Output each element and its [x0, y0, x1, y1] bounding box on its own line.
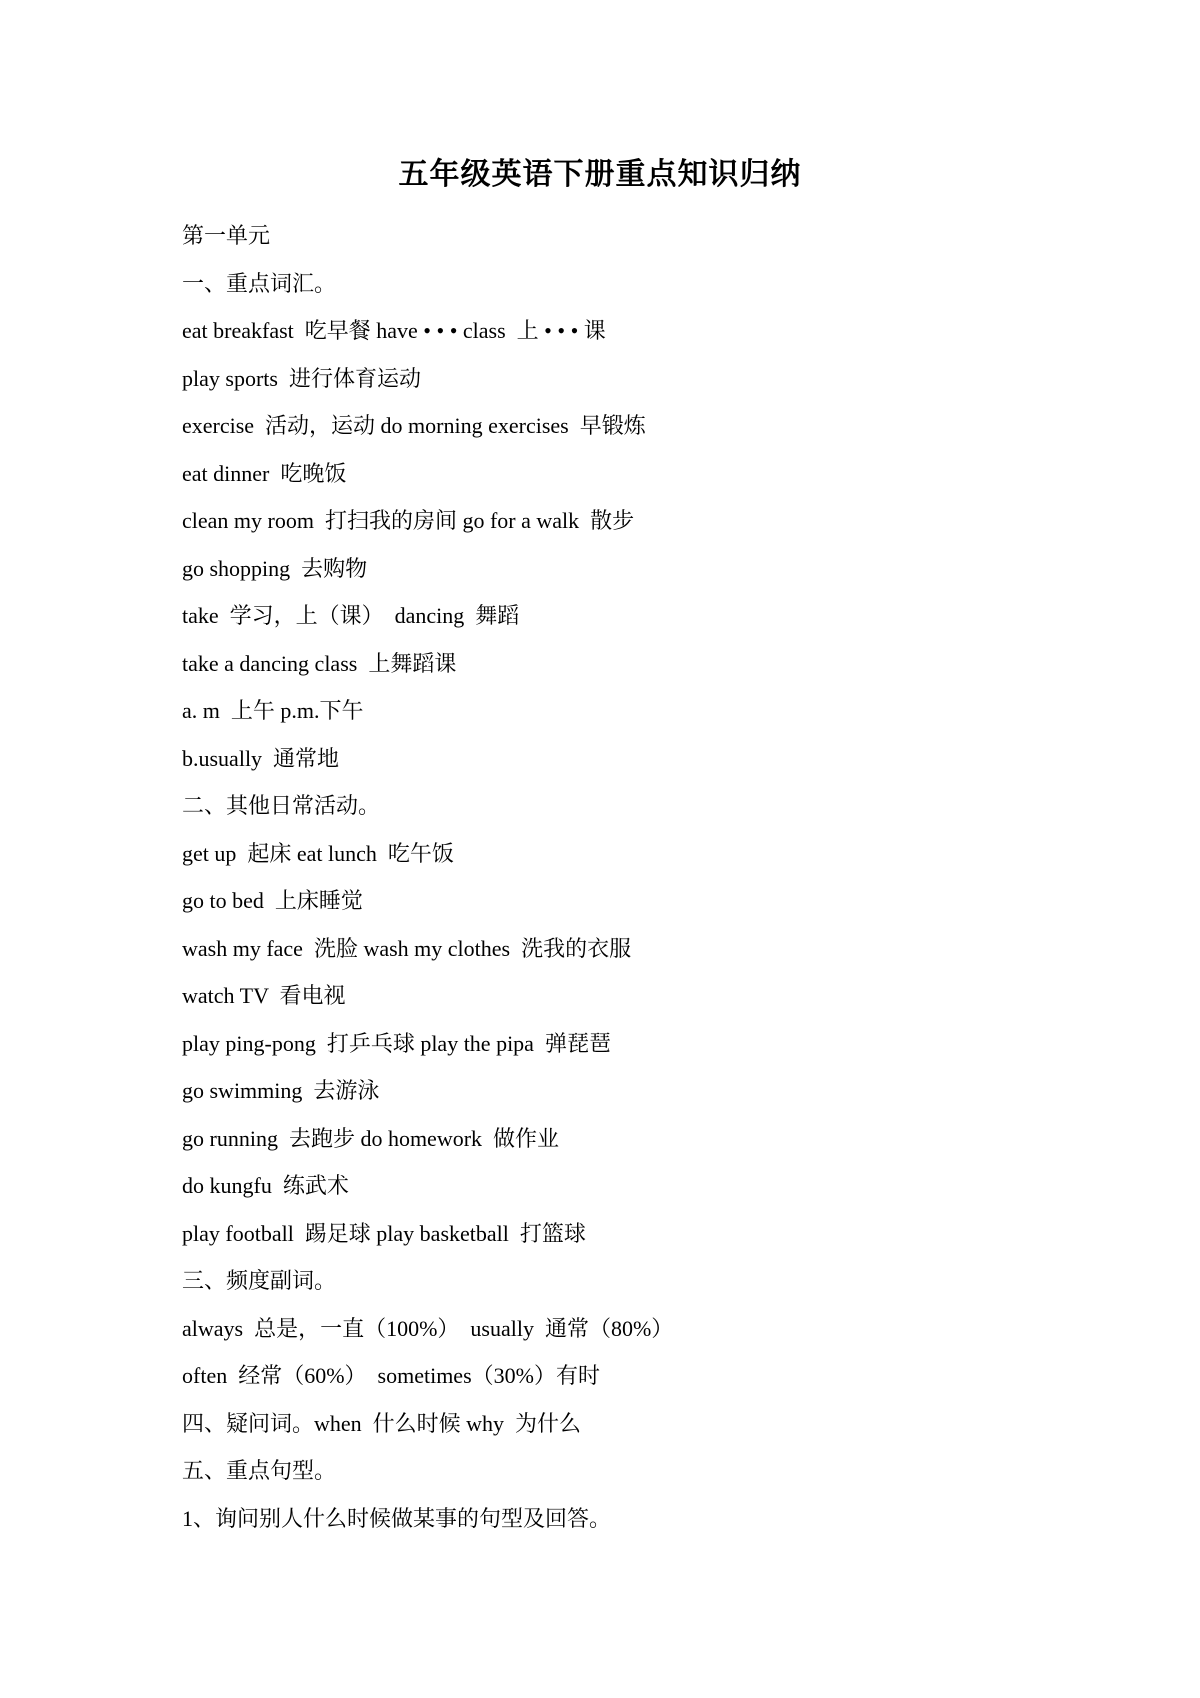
vocab-line: eat dinner 吃晚饭 — [182, 460, 347, 486]
vocab-line: get up 起床 eat lunch 吃午饭 — [182, 840, 454, 866]
vocab-line: go to bed 上床睡觉 — [182, 888, 363, 913]
subheading-question-words: 四、疑问词。when 什么时候 why 为什么 — [182, 1410, 582, 1436]
vocab-line: always 总是，一直（100%） usually 通常（80%） — [182, 1315, 674, 1341]
vocab-line: go shopping 去购物 — [182, 555, 368, 581]
vocab-line: exercise 活动，运动 do morning exercises 早锻炼 — [182, 413, 646, 438]
vocab-line: wash my face 洗脸 wash my clothes 洗我的衣服 — [182, 935, 632, 961]
vocab-line: go running 去跑步 do homework 做作业 — [182, 1125, 560, 1151]
section-heading-unit-1: 第一单元 — [182, 223, 271, 248]
subheading-key-sentences: 五、重点句型。 — [182, 1458, 337, 1483]
vocab-line: watch TV 看电视 — [182, 983, 346, 1008]
vocab-line: b.usually 通常地 — [182, 745, 340, 771]
vocab-line: take a dancing class 上舞蹈课 — [182, 650, 457, 676]
vocab-line: eat breakfast 吃早餐 have • • • class 上 • • • 课 — [182, 318, 606, 343]
vocab-line: take 学习，上（课） dancing 舞蹈 — [182, 603, 520, 628]
sentence-pattern-item: 1、询问别人什么时候做某事的句型及回答。 — [182, 1505, 612, 1531]
vocab-line: a. m 上午 p.m.下午 — [182, 698, 364, 723]
document-body — [182, 212, 1082, 1542]
vocab-line: do kungfu 练武术 — [182, 1173, 349, 1198]
subheading-daily-activities: 二、其他日常活动。 — [182, 793, 381, 818]
vocab-line: play sports 进行体育运动 — [182, 365, 421, 391]
subheading-key-vocabulary: 一、重点词汇。 — [182, 270, 337, 296]
vocab-line: clean my room 打扫我的房间 go for a walk 散步 — [182, 508, 635, 533]
vocab-line: often 经常（60%） sometimes（30%）有时 — [182, 1363, 600, 1388]
vocab-line: play ping-pong 打乒乓球 play the pipa 弹琵琶 — [182, 1030, 611, 1056]
subheading-frequency-adverbs: 三、频度副词。 — [182, 1268, 337, 1293]
vocab-line: go swimming 去游泳 — [182, 1078, 380, 1103]
vocab-line: play football 踢足球 play basketball 打篮球 — [182, 1220, 586, 1246]
document-title: 五年级英语下册重点知识归纳 — [398, 157, 802, 192]
